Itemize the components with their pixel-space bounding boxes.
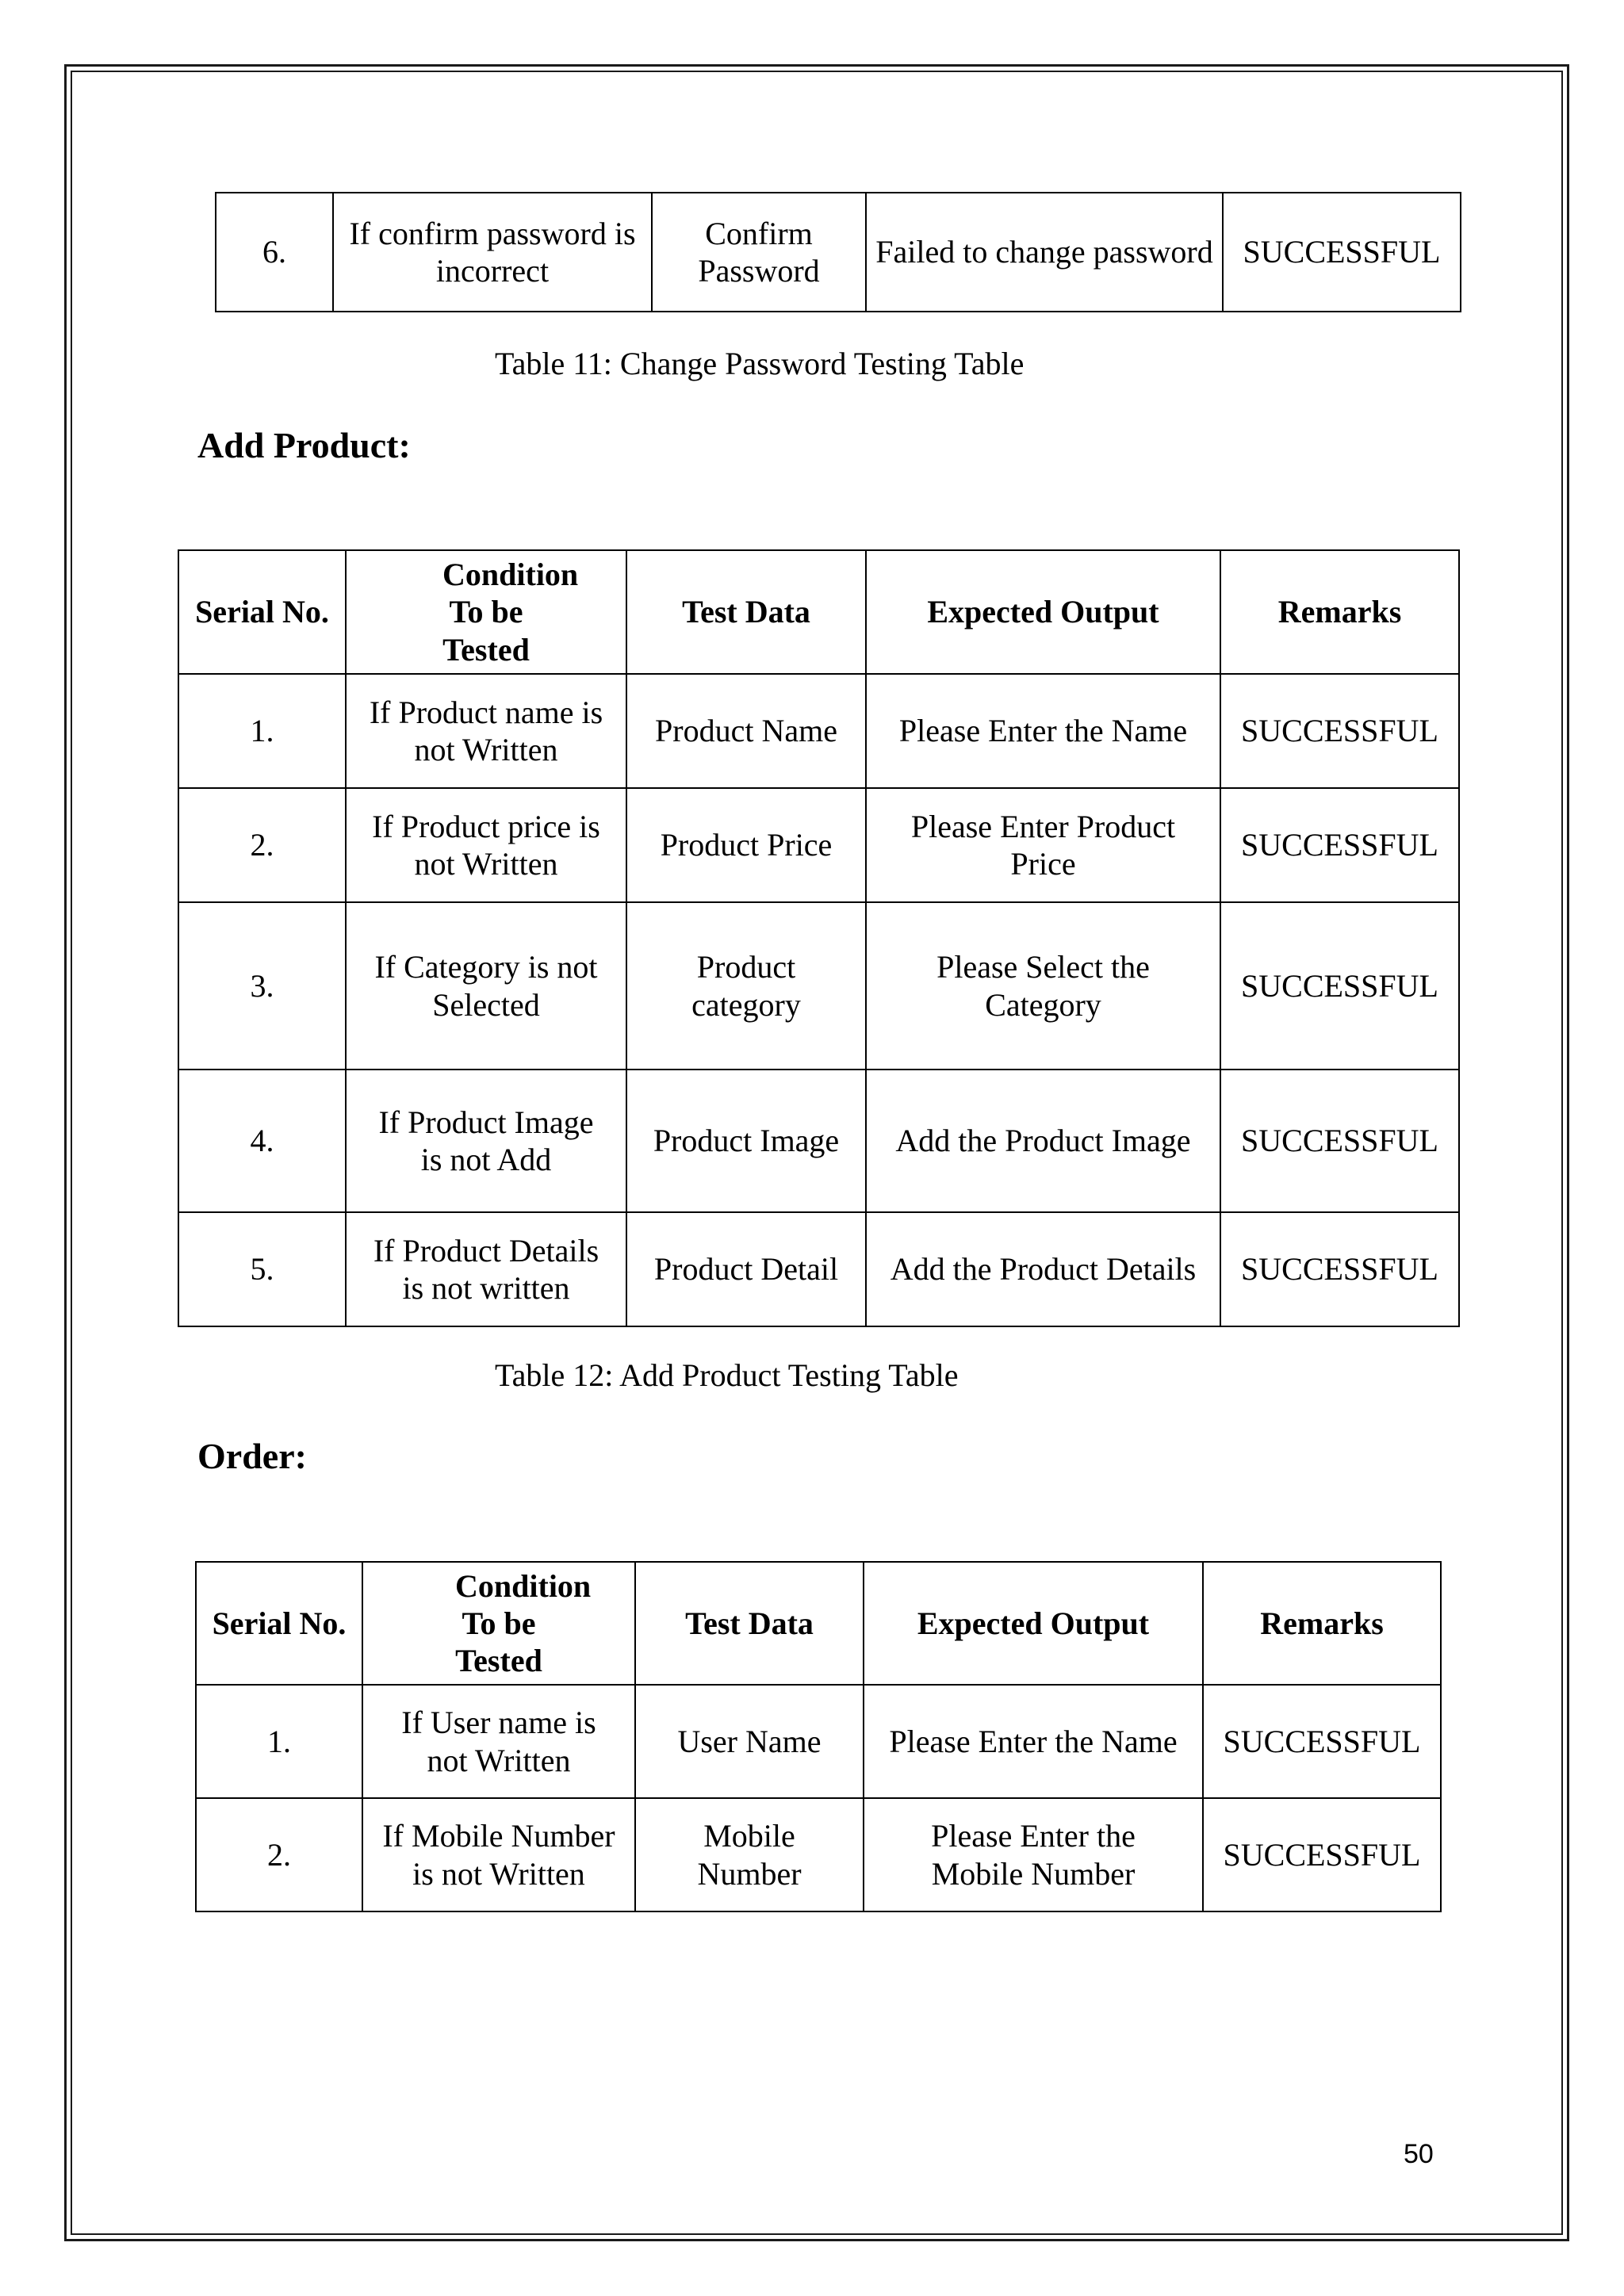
test-data-cell: Product category: [626, 902, 866, 1070]
test-data-cell: Product Image: [626, 1070, 866, 1212]
order-heading: Order:: [197, 1436, 307, 1476]
remarks-cell: SUCCESSFUL: [1203, 1798, 1441, 1911]
condition-cell: If Mobile Number is not Written: [362, 1798, 635, 1911]
condition-cell: If Product price is not Written: [346, 788, 626, 902]
serial-cell: 1.: [196, 1685, 362, 1798]
serial-cell: 2.: [196, 1798, 362, 1911]
expected-output-cell: Please Enter Product Price: [866, 788, 1220, 902]
expected-output-cell: Please Select the Category: [866, 902, 1220, 1070]
condition-cell: If confirm password is incorrect: [333, 193, 652, 312]
table-row: [196, 1685, 1441, 1798]
remarks-cell: SUCCESSFUL: [1220, 1070, 1459, 1212]
column-header-condition: Condition To be Tested: [362, 1562, 635, 1685]
remarks-cell: SUCCESSFUL: [1220, 902, 1459, 1070]
expected-output-cell: Failed to change password: [866, 193, 1223, 312]
condition-cell: If Product Image is not Add: [346, 1070, 626, 1212]
column-header-test-data: Test Data: [626, 550, 866, 674]
test-data-cell: Product Price: [626, 788, 866, 902]
page-number: 50: [1404, 2139, 1434, 2169]
expected-output-cell: Add the Product Image: [866, 1070, 1220, 1212]
add-product-table: [178, 549, 1460, 1327]
expected-output-cell: Please Enter the Name: [864, 1685, 1203, 1798]
column-header-condition: Condition To be Tested: [346, 550, 626, 674]
table-row: [178, 902, 1459, 1070]
remarks-cell: SUCCESSFUL: [1220, 1212, 1459, 1326]
table-row: [178, 674, 1459, 788]
remarks-cell: SUCCESSFUL: [1220, 674, 1459, 788]
table-row: [216, 193, 1461, 312]
serial-cell: 5.: [178, 1212, 346, 1326]
serial-cell: 6.: [216, 193, 333, 312]
column-header-expected-output: Expected Output: [866, 550, 1220, 674]
table-row: [178, 1212, 1459, 1326]
header-row: [178, 550, 1459, 674]
remarks-cell: SUCCESSFUL: [1223, 193, 1461, 312]
remarks-cell: SUCCESSFUL: [1220, 788, 1459, 902]
table-row: [196, 1798, 1441, 1911]
column-header-serial: Serial No.: [178, 550, 346, 674]
test-data-cell: Mobile Number: [635, 1798, 864, 1911]
add-product-heading: Add Product:: [197, 425, 411, 465]
column-header-test-data: Test Data: [635, 1562, 864, 1685]
expected-output-cell: Add the Product Details: [866, 1212, 1220, 1326]
column-header-serial: Serial No.: [196, 1562, 362, 1685]
remarks-cell: SUCCESSFUL: [1203, 1685, 1441, 1798]
test-data-cell: Confirm Password: [652, 193, 866, 312]
change-password-table: [215, 192, 1461, 312]
expected-output-cell: Please Enter the Mobile Number: [864, 1798, 1203, 1911]
serial-cell: 2.: [178, 788, 346, 902]
table-row: [178, 788, 1459, 902]
condition-cell: If User name is not Written: [362, 1685, 635, 1798]
serial-cell: 4.: [178, 1070, 346, 1212]
table-11-caption: Table 11: Change Password Testing Table: [495, 346, 1025, 381]
serial-cell: 1.: [178, 674, 346, 788]
column-header-remarks: Remarks: [1203, 1562, 1441, 1685]
column-header-remarks: Remarks: [1220, 550, 1459, 674]
column-header-expected-output: Expected Output: [864, 1562, 1203, 1685]
condition-cell: If Product name is not Written: [346, 674, 626, 788]
condition-cell: If Product Details is not written: [346, 1212, 626, 1326]
header-row: [196, 1562, 1441, 1685]
test-data-cell: Product Detail: [626, 1212, 866, 1326]
table-row: [178, 1070, 1459, 1212]
serial-cell: 3.: [178, 902, 346, 1070]
condition-cell: If Category is not Selected: [346, 902, 626, 1070]
table-12-caption: Table 12: Add Product Testing Table: [495, 1357, 959, 1393]
order-table: [195, 1561, 1442, 1912]
test-data-cell: Product Name: [626, 674, 866, 788]
test-data-cell: User Name: [635, 1685, 864, 1798]
expected-output-cell: Please Enter the Name: [866, 674, 1220, 788]
